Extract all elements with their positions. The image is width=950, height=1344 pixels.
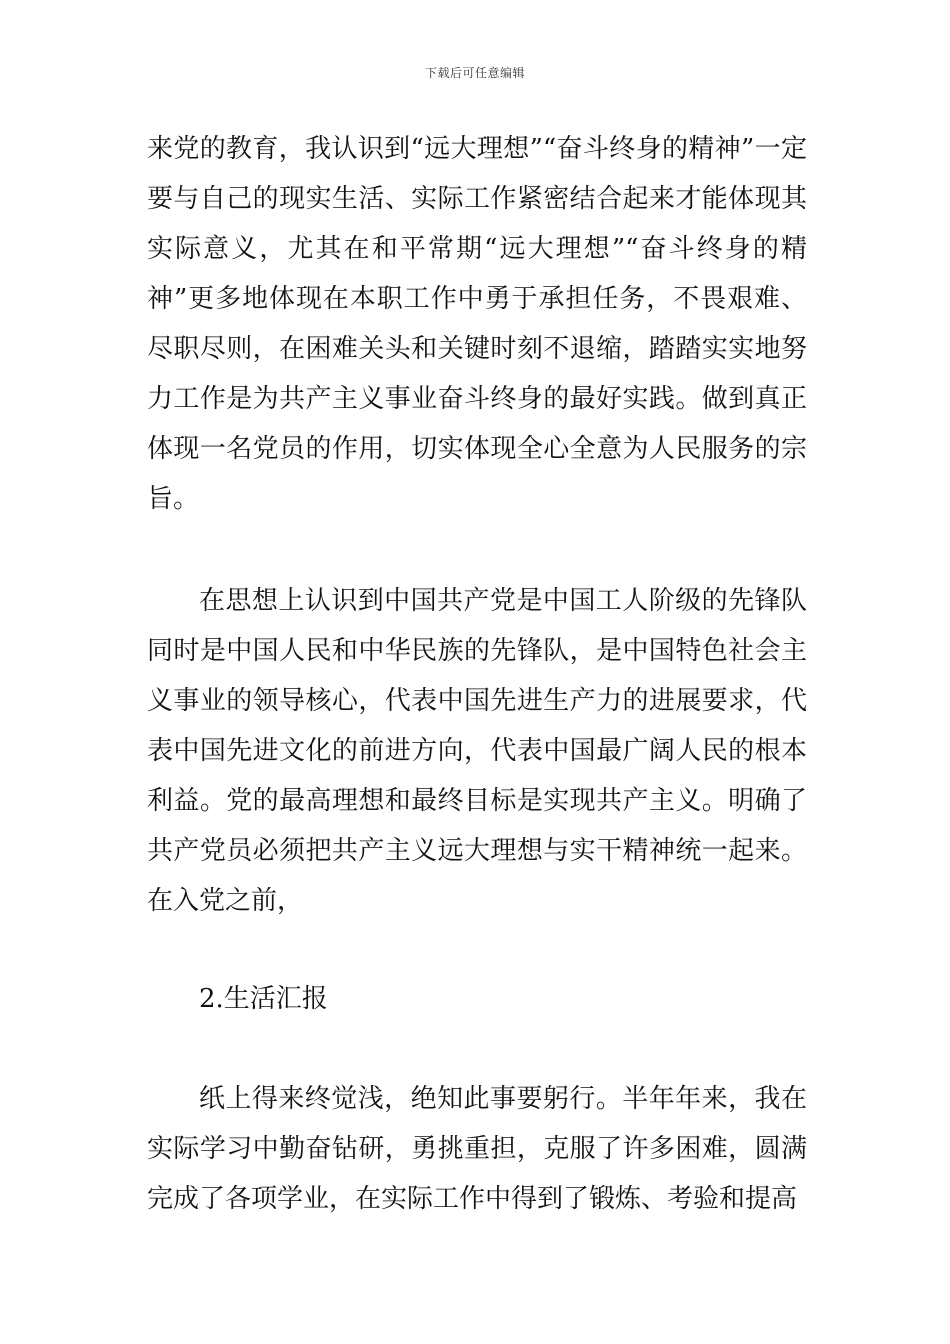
paragraph-2: 在思想上认识到中国共产党是中国工人阶级的先锋队同时是中国人民和中华民族的先锋队，是中国特色社会主义事业的领导核心，代表中国先进生产力的进展要求，代表中国先进文化的前进方向，代表中国最广阔人民的根本利益。党的最高理想和最终目标是实现共产主义。明确了共产党员必须把共产主义远大理想与实干精神统一起来。在入党之前，: [147, 586, 807, 916]
header-note: 下载后可任意编辑: [424, 66, 525, 80]
paragraph-3: 纸上得来终觉浅，绝知此事要躬行。半年年来，我在实际学习中勤奋钻研，勇挑重担，克服了许多困难，圆满完成了各项学业，在实际工作中得到了锻炼、考验和提高: [147, 1084, 807, 1214]
section-heading: 2.生活汇报: [199, 984, 328, 1014]
paragraph-1: 来党的教育，我认识到“远大理想”“奋斗终身的精神”一定要与自己的现实生活、实际工作紧密结合起来才能体现其实际意义，尤其在和平常期“远大理想”“奋斗终身的精神”更多地体现在本职工作中勇于承担任务，不畏艰难、尽职尽则，在困难关头和关键时刻不退缩，踏踏实实地努力工作是为共产主义事业奋斗终身的最好实践。做到真正体现一名党员的作用，切实体现全心全意为人民服务的宗旨。: [147, 134, 807, 514]
